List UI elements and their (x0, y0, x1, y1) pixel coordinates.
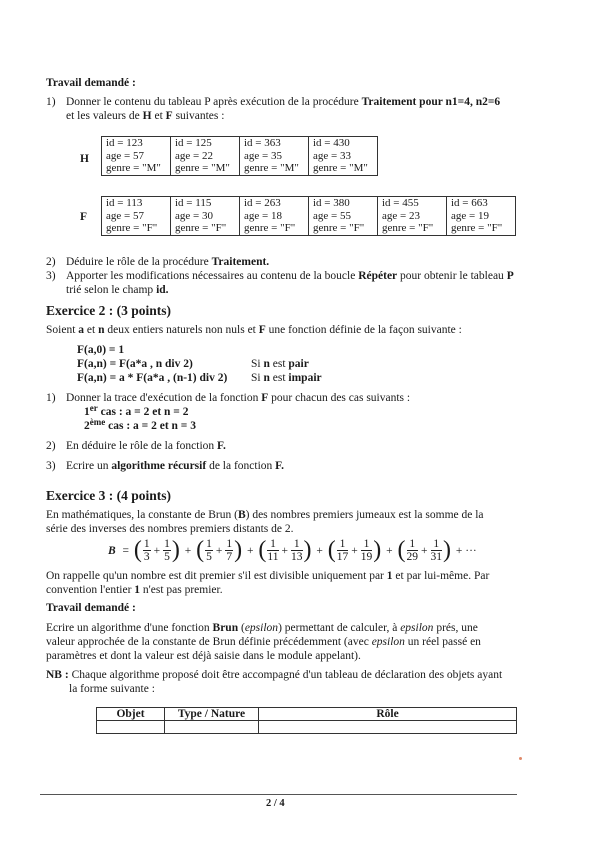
ex3-task-t6: un réel passé en (404, 636, 481, 648)
decl-header-objet: Objet (97, 708, 165, 721)
case-2-sup: ème (89, 417, 106, 427)
plus: + (153, 544, 161, 557)
h-genre: genre = "M" (106, 162, 161, 174)
f-cell (447, 197, 516, 236)
cond-impair-n: n (263, 372, 270, 384)
denominator: 3 (143, 551, 150, 563)
cond-impair-est: est (269, 372, 289, 384)
plus: + (316, 544, 323, 557)
fraction (337, 538, 349, 563)
ex3-p2-one-b: 1 (134, 584, 141, 596)
f-age: age = 30 (175, 209, 213, 222)
h-age: age = 33 (313, 149, 351, 162)
ex3-task-t2: ( (238, 622, 245, 634)
h-cell (309, 137, 378, 176)
plus: + (247, 544, 254, 557)
formula-b: B (108, 544, 116, 557)
q3-line2 (66, 284, 169, 296)
decl-cell (97, 721, 165, 734)
ex2-intro-n: n (98, 324, 105, 336)
formula-ellipsis: + ··· (455, 544, 477, 557)
f-age: age = 19 (451, 209, 489, 222)
f-label: F (80, 211, 88, 223)
ex3-p1-t2: ) des nombres premiers jumeaux est la somme de la (245, 509, 484, 521)
brun-formula (106, 537, 479, 564)
denominator: 31 (430, 551, 442, 563)
paren-close: ) (171, 537, 180, 563)
q3-text: Apporter les modifications nécessaires au contenu de la boucle (66, 270, 359, 282)
f-id: id = 115 (175, 197, 212, 209)
plus: + (215, 544, 223, 557)
paren-open: ( (196, 537, 205, 563)
ex3-p2-t4: n'est pas premier. (140, 584, 223, 596)
case-1-sup: er (89, 403, 98, 413)
paren-close: ) (443, 537, 451, 563)
q1-text: Donner le contenu du tableau P après exécution de la procédure (66, 96, 362, 108)
f-array (101, 196, 516, 236)
e2q1-f: F (261, 392, 269, 404)
ex3-task-eps2: epsilon (400, 622, 434, 634)
nb-line2: la forme suivante : (69, 683, 155, 695)
ex3-task-t1: Ecrire un algorithme d'une fonction (46, 622, 213, 634)
q3-text2: pour obtenir le tableau (397, 270, 507, 282)
cond-pair-si: Si (251, 358, 264, 370)
scan-mark (519, 757, 522, 760)
e2q3-number: 3) (46, 460, 56, 472)
case-1-num: 1 (84, 406, 90, 418)
ex3-task-t5: valeur approchée de la constante de Brun définie précédemment (avec (46, 636, 372, 648)
fraction (163, 538, 171, 563)
f-genre: genre = "F" (382, 222, 434, 234)
plus: + (184, 544, 192, 557)
denominator: 13 (291, 551, 303, 563)
e2q2-number: 2) (46, 440, 56, 452)
h-id: id = 125 (175, 137, 212, 149)
numerator: 1 (337, 538, 349, 551)
ex3-p1-line1 (46, 509, 484, 521)
ex3-task-t3: ) permettant de calculer, à (278, 622, 401, 634)
denominator: 17 (336, 551, 349, 563)
fraction (361, 538, 373, 563)
fraction (291, 538, 303, 563)
numerator: 1 (407, 538, 419, 551)
fraction (431, 538, 443, 563)
ex3-p2-t1: On rappelle qu'un nombre est dit premier s'il est divisible uniquement par (46, 570, 387, 582)
f-genre: genre = "F" (244, 222, 296, 234)
fraction (267, 538, 278, 563)
f-id: id = 455 (382, 197, 419, 209)
f-id: id = 263 (244, 197, 281, 209)
plus: + (421, 544, 428, 557)
f-cell (102, 197, 171, 236)
e2q1-text: Donner la trace d'exécution de la fonction (66, 392, 262, 404)
numerator: 1 (291, 538, 303, 551)
cond-pair-n: n (263, 358, 270, 370)
e2q3-text2: de la fonction (206, 460, 276, 472)
q2-number: 2) (46, 256, 56, 268)
f-age: age = 57 (106, 209, 144, 222)
f-genre: genre = "F" (313, 222, 365, 234)
h-id: id = 430 (313, 137, 350, 149)
e2q3-f: F. (275, 460, 285, 472)
decl-cell (165, 721, 259, 734)
formula-equals: = (122, 544, 130, 557)
ex3-p1-line2: série des inverses des nombres premiers distants de 2. (46, 523, 294, 535)
e2q2-f: F. (217, 440, 226, 452)
e2q1-line (66, 392, 410, 404)
numerator: 1 (164, 538, 170, 550)
paren-close: ) (234, 537, 243, 563)
q1-l2-text: et les valeurs de (66, 110, 143, 122)
e2q1-number: 1) (46, 392, 56, 404)
f-genre: genre = "F" (106, 222, 158, 234)
h-cell (102, 137, 171, 176)
denominator: 5 (164, 551, 170, 563)
cond-pair-word: pair (288, 358, 309, 370)
f-cell (171, 197, 240, 236)
e2q3-text: Ecrire un (66, 460, 112, 472)
ex3-p1-t1: En mathématiques, la constante de Brun ( (46, 509, 238, 521)
q1-procedure: Traitement pour n1=4, n2=6 (361, 96, 501, 108)
denominator: 7 (226, 551, 233, 563)
f-genre: genre = "F" (175, 222, 227, 234)
ex3-p2-t3: convention l'entier (46, 584, 135, 596)
h-cell (240, 137, 309, 176)
q2-text: Déduire le rôle de la procédure (66, 256, 212, 268)
ex2-intro-a: a (78, 324, 85, 336)
f-cell (309, 197, 378, 236)
ex3-task-line2 (46, 636, 481, 648)
paren-open: ( (133, 537, 142, 563)
decl-cell (259, 721, 517, 734)
f-id: id = 380 (313, 197, 350, 209)
case-2 (84, 417, 196, 432)
def-line-1: F(a,0) = 1 (77, 344, 125, 356)
e2q2-text: En déduire le rôle de la fonction (66, 440, 218, 452)
f-age: age = 55 (313, 209, 351, 222)
f-genre: genre = "F" (451, 222, 503, 234)
q1-line2 (66, 110, 224, 122)
q3-loop: Répéter (358, 270, 398, 282)
f-id: id = 663 (451, 197, 488, 209)
declaration-table (96, 707, 517, 734)
footer-rule (40, 794, 517, 795)
cond-impair (251, 372, 322, 384)
exercice-2-title: Exercice 2 : (3 points) (46, 303, 171, 318)
plus: + (351, 544, 358, 557)
ex3-task-brun: Brun (212, 622, 239, 634)
e2q3-bold: algorithme récursif (111, 460, 207, 472)
ex2-intro-f: F (258, 324, 266, 336)
h-cell (171, 137, 240, 176)
ex3-p2-line2 (46, 584, 223, 596)
denominator: 11 (267, 551, 279, 563)
paren-open: ( (258, 537, 267, 563)
def-line-2: F(a,n) = F(a*a , n div 2) (77, 358, 193, 370)
q2-procedure: Traitement. (211, 256, 270, 268)
h-genre: genre = "M" (313, 162, 368, 174)
ex2-intro-t1: Soient (46, 324, 79, 336)
h-genre: genre = "M" (244, 162, 299, 174)
ex3-p2-one: 1 (386, 570, 393, 582)
cond-impair-word: impair (288, 372, 322, 384)
plus: + (386, 544, 393, 557)
h-id: id = 123 (106, 137, 143, 149)
case-1-text: cas : a = 2 et n = 2 (97, 406, 189, 418)
q1-line1 (66, 96, 500, 108)
h-age: age = 57 (106, 149, 144, 162)
page-number: 2 / 4 (266, 798, 285, 809)
h-age: age = 35 (244, 149, 282, 162)
ex3-p2-line1 (46, 570, 489, 582)
f-cell (378, 197, 447, 236)
exercice-3-title: Exercice 3 : (4 points) (46, 488, 171, 503)
fraction (143, 538, 151, 563)
denominator: 5 (206, 551, 212, 563)
q2-line (66, 256, 269, 268)
cond-pair-est: est (269, 358, 289, 370)
decl-header-type: Type / Nature (165, 708, 259, 721)
fraction (205, 538, 213, 563)
ex3-task-line1 (46, 622, 478, 634)
numerator: 1 (226, 538, 233, 550)
e2q1-text2: pour chacun des cas suivants : (268, 392, 411, 404)
numerator: 1 (431, 538, 443, 551)
nb-text: Chaque algorithme proposé doit être accompagné d'un tableau de déclaration des objets ayant (68, 669, 503, 681)
nb-label: NB : (46, 669, 69, 681)
ex3-task-line3: paramètres et dont la valeur est déjà saisie dans le module appelant). (46, 650, 361, 662)
cond-impair-si: Si (251, 372, 264, 384)
paren-open: ( (327, 537, 336, 563)
ex2-intro (46, 324, 462, 336)
paren-close: ) (303, 537, 312, 563)
e2q2-line (66, 440, 226, 452)
case-2-text: cas : a = 2 et n = 3 (105, 420, 196, 432)
h-array (101, 136, 378, 176)
travail-heading: Travail demandé : (46, 77, 136, 89)
ex3-task-t4: prés, une (433, 622, 478, 634)
nb-line1 (46, 669, 502, 681)
numerator: 1 (361, 538, 373, 551)
ex3-p2-t2: et par lui-même. Par (392, 570, 490, 582)
case-2-num: 2 (84, 420, 90, 432)
ex2-intro-t3: deux entiers naturels non nuls et (104, 324, 259, 336)
h-genre: genre = "M" (175, 162, 230, 174)
paren-open: ( (397, 537, 406, 563)
denominator: 29 (406, 551, 418, 563)
ex3-travail-heading: Travail demandé : (46, 602, 136, 614)
q1-l2-end: suivantes : (172, 110, 225, 122)
q3-array: P (506, 270, 514, 282)
q1-l2-f: F (165, 110, 173, 122)
h-label: H (80, 153, 89, 165)
ex2-intro-t2: et (84, 324, 99, 336)
q3-l2-text: trié selon le champ (66, 284, 157, 296)
fraction (225, 538, 233, 563)
ex3-task-eps3: epsilon (371, 636, 405, 648)
q1-l2-and: et (151, 110, 166, 122)
plus: + (281, 544, 288, 557)
numerator: 1 (206, 538, 212, 550)
fraction (407, 538, 419, 563)
ex3-task-eps1: epsilon (244, 622, 279, 634)
f-cell (240, 197, 309, 236)
h-age: age = 22 (175, 149, 213, 162)
q3-l2-field: id. (156, 284, 169, 296)
e2q3-line (66, 460, 284, 472)
f-age: age = 23 (382, 209, 420, 222)
ex3-p1-b: B (237, 509, 246, 521)
ex2-intro-t4: une fonction définie de la façon suivante : (265, 324, 462, 336)
numerator: 1 (267, 538, 278, 551)
cond-pair (251, 358, 309, 370)
def-line-3: F(a,n) = a * F(a*a , (n-1) div 2) (77, 372, 228, 384)
denominator: 19 (360, 551, 373, 563)
f-age: age = 18 (244, 209, 282, 222)
h-id: id = 363 (244, 137, 281, 149)
decl-header-role: Rôle (259, 708, 517, 721)
f-id: id = 113 (106, 197, 143, 209)
q1-l2-h: H (142, 110, 152, 122)
q1-number: 1) (46, 96, 56, 108)
paren-close: ) (373, 537, 382, 563)
numerator: 1 (143, 538, 150, 550)
q3-number: 3) (46, 270, 56, 282)
q3-line1 (66, 270, 514, 282)
